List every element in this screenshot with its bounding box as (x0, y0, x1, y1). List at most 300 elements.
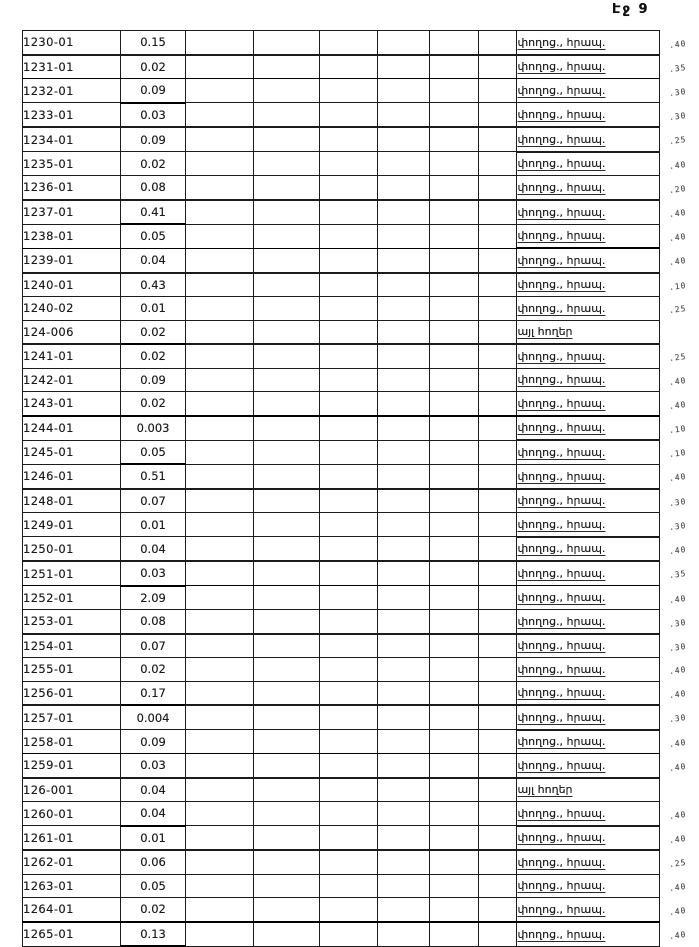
empty-cell (186, 730, 253, 754)
empty-cell (377, 489, 429, 513)
empty-cell (429, 898, 479, 922)
empty-cell (186, 79, 253, 103)
table-row (23, 754, 699, 778)
empty-cell (377, 634, 429, 658)
empty-cell (186, 224, 253, 248)
empty-cell (479, 31, 517, 55)
empty-cell (320, 127, 378, 152)
empty-cell (320, 176, 378, 200)
parcel-id: 1237-01 (23, 200, 121, 225)
area-value: 0.06 (120, 850, 185, 874)
land-use-label: փողոց., հրապ. (517, 157, 606, 171)
land-use-label: փողոց., հրապ. (517, 229, 606, 243)
empty-cell (377, 513, 429, 537)
parcel-id: 1263-01 (23, 874, 121, 898)
table-row (23, 368, 699, 392)
area-value: 0.01 (120, 513, 185, 537)
parcel-id: 1252-01 (23, 586, 121, 610)
parcel-id: 126-001 (23, 778, 121, 802)
land-use-cell (517, 754, 660, 778)
parcel-id: 1243-01 (23, 392, 121, 416)
area-value: 0.05 (120, 440, 185, 464)
empty-cell (377, 705, 429, 730)
empty-cell (320, 513, 378, 537)
land-use-cell (517, 31, 660, 55)
table-row (23, 176, 699, 200)
edge-fragment: .10 (668, 423, 688, 435)
table-row (23, 440, 699, 464)
page-edge-cell (660, 392, 699, 416)
land-use-label: փողոց., հրապ. (517, 662, 606, 676)
area-value: 0.02 (120, 55, 185, 79)
empty-cell (479, 850, 517, 874)
land-use-label: փողոց., հրապ. (517, 421, 606, 435)
empty-cell (186, 176, 253, 200)
table-row (23, 898, 699, 922)
empty-cell (429, 586, 479, 610)
page-edge-cell (660, 850, 699, 874)
empty-cell (320, 802, 378, 826)
empty-cell (479, 464, 517, 489)
empty-cell (429, 55, 479, 79)
empty-cell (186, 103, 253, 128)
empty-cell (479, 152, 517, 176)
empty-cell (479, 224, 517, 248)
edge-fragment: .40 (668, 472, 688, 484)
empty-cell (377, 368, 429, 392)
empty-cell (253, 320, 319, 344)
edge-fragment: .30 (668, 496, 688, 508)
empty-cell (377, 610, 429, 634)
empty-cell (429, 297, 479, 321)
empty-cell (186, 55, 253, 79)
parcel-id: 1245-01 (23, 440, 121, 464)
empty-cell (377, 392, 429, 416)
page-edge-cell (660, 248, 699, 273)
empty-cell (320, 103, 378, 128)
area-value: 2.09 (120, 586, 185, 610)
edge-fragment: .40 (668, 929, 688, 941)
empty-cell (186, 297, 253, 321)
empty-cell (186, 440, 253, 464)
land-use-cell (517, 826, 660, 851)
edge-fragment: .30 (668, 617, 688, 629)
page-edge-cell (660, 320, 699, 344)
table-row (23, 127, 699, 152)
table-row (23, 273, 699, 297)
empty-cell (377, 55, 429, 79)
empty-cell (253, 850, 319, 874)
land-use-cell (517, 200, 660, 225)
empty-cell (377, 273, 429, 297)
land-use-cell (517, 802, 660, 826)
empty-cell (186, 681, 253, 705)
land-use-label: փողոց., հրապ. (517, 855, 606, 869)
page-edge-cell (660, 754, 699, 778)
parcel-id: 1240-02 (23, 297, 121, 321)
land-use-cell (517, 464, 660, 489)
parcel-id: 124-006 (23, 320, 121, 344)
page-edge-cell (660, 297, 699, 321)
empty-cell (253, 826, 319, 851)
land-use-label: փողոց., հրապ. (517, 494, 606, 508)
empty-cell (320, 850, 378, 874)
empty-cell (320, 200, 378, 225)
table-row (23, 561, 699, 586)
empty-cell (186, 513, 253, 537)
area-value: 0.07 (120, 489, 185, 513)
land-use-cell (517, 320, 660, 344)
parcel-id: 1232-01 (23, 79, 121, 103)
empty-cell (253, 561, 319, 586)
empty-cell (377, 730, 429, 754)
empty-cell (186, 561, 253, 586)
land-use-label: փողոց., հրապ. (517, 542, 606, 556)
empty-cell (253, 634, 319, 658)
land-use-label: փողոց., հրապ. (517, 132, 606, 146)
page-edge-cell (660, 224, 699, 248)
empty-cell (429, 874, 479, 898)
land-use-label: փողոց., հրապ. (517, 614, 606, 628)
land-use-cell (517, 368, 660, 392)
land-use-label: փողոց., հրապ. (517, 373, 606, 387)
edge-fragment: .40 (668, 761, 688, 773)
empty-cell (253, 513, 319, 537)
land-use-label: փողոց., հրապ. (517, 445, 606, 459)
parcel-id: 1265-01 (23, 922, 121, 947)
table-row (23, 705, 699, 730)
empty-cell (253, 224, 319, 248)
parcel-id: 1260-01 (23, 802, 121, 826)
empty-cell (186, 610, 253, 634)
empty-cell (429, 778, 479, 802)
empty-cell (320, 537, 378, 562)
empty-cell (186, 705, 253, 730)
page-edge-cell (660, 55, 699, 79)
empty-cell (320, 634, 378, 658)
empty-cell (253, 344, 319, 368)
empty-cell (479, 586, 517, 610)
land-use-cell (517, 922, 660, 947)
empty-cell (320, 489, 378, 513)
empty-cell (253, 586, 319, 610)
land-use-label: փողոց., հրապ. (517, 396, 606, 410)
parcel-id: 1264-01 (23, 898, 121, 922)
parcel-id: 1259-01 (23, 754, 121, 778)
empty-cell (320, 152, 378, 176)
empty-cell (429, 705, 479, 730)
land-use-cell (517, 705, 660, 730)
land-use-label: փողոց., հրապ. (517, 831, 606, 845)
empty-cell (479, 898, 517, 922)
area-value: 0.04 (120, 802, 185, 826)
area-value: 0.004 (120, 705, 185, 730)
edge-fragment: .40 (668, 544, 688, 556)
empty-cell (377, 103, 429, 128)
empty-cell (253, 537, 319, 562)
land-use-cell (517, 176, 660, 200)
table-row (23, 320, 699, 344)
land-use-label: փողոց., հրապ. (517, 879, 606, 893)
empty-cell (479, 176, 517, 200)
page-edge-cell (660, 127, 699, 152)
empty-cell (320, 610, 378, 634)
land-use-cell (517, 344, 660, 368)
land-use-cell (517, 127, 660, 152)
edge-fragment: .40 (668, 256, 688, 268)
empty-cell (186, 320, 253, 344)
edge-fragment: .25 (668, 351, 688, 364)
empty-cell (320, 826, 378, 851)
table-row (23, 922, 699, 947)
area-value: 0.17 (120, 681, 185, 705)
empty-cell (479, 922, 517, 947)
page-edge-cell (660, 826, 699, 851)
land-use-cell (517, 248, 660, 273)
table-row (23, 224, 699, 248)
empty-cell (479, 681, 517, 705)
empty-cell (479, 826, 517, 851)
edge-fragment: .40 (668, 809, 688, 821)
empty-cell (253, 297, 319, 321)
empty-cell (429, 152, 479, 176)
empty-cell (253, 31, 319, 55)
land-use-cell (517, 416, 660, 441)
empty-cell (377, 344, 429, 368)
empty-cell (377, 152, 429, 176)
land-use-cell (517, 850, 660, 874)
parcel-id: 1257-01 (23, 705, 121, 730)
table-row (23, 79, 699, 103)
land-use-cell (517, 537, 660, 562)
empty-cell (253, 730, 319, 754)
empty-cell (186, 850, 253, 874)
parcel-id: 1236-01 (23, 176, 121, 200)
empty-cell (377, 778, 429, 802)
area-value: 0.01 (120, 826, 185, 851)
empty-cell (320, 368, 378, 392)
empty-cell (186, 754, 253, 778)
empty-cell (479, 200, 517, 225)
edge-fragment: .25 (668, 135, 688, 147)
land-use-label: փողոց., հրապ. (517, 301, 606, 315)
page-edge-cell (660, 730, 699, 754)
parcel-id: 1261-01 (23, 826, 121, 851)
parcel-id: 1235-01 (23, 152, 121, 176)
empty-cell (429, 416, 479, 441)
edge-fragment: .40 (668, 881, 688, 893)
edge-fragment: .40 (668, 665, 688, 677)
parcel-id: 1254-01 (23, 634, 121, 658)
empty-cell (320, 297, 378, 321)
land-use-cell (517, 658, 660, 682)
land-use-cell (517, 561, 660, 586)
edge-fragment: .35 (668, 569, 688, 581)
empty-cell (186, 248, 253, 273)
land-use-label: այլ հողեր (517, 325, 573, 339)
parcel-id: 1253-01 (23, 610, 121, 634)
land-use-label: այլ հողեր (517, 783, 573, 797)
empty-cell (377, 224, 429, 248)
page-edge-cell (660, 416, 699, 441)
empty-cell (253, 898, 319, 922)
land-use-label: փողոց., հրապ. (517, 517, 606, 531)
edge-fragment: .20 (668, 183, 688, 195)
empty-cell (320, 730, 378, 754)
area-value: 0.09 (120, 127, 185, 152)
empty-cell (186, 31, 253, 55)
page-edge-cell (660, 103, 699, 128)
edge-fragment: .10 (668, 447, 688, 460)
empty-cell (253, 610, 319, 634)
parcel-id: 1246-01 (23, 464, 121, 489)
land-parcel-table (22, 30, 699, 947)
empty-cell (429, 802, 479, 826)
table-row (23, 850, 699, 874)
empty-cell (429, 320, 479, 344)
area-value: 0.02 (120, 152, 185, 176)
empty-cell (377, 658, 429, 682)
area-value: 0.03 (120, 561, 185, 586)
empty-cell (253, 368, 319, 392)
parcel-id: 1258-01 (23, 730, 121, 754)
area-value: 0.04 (120, 248, 185, 273)
empty-cell (429, 513, 479, 537)
empty-cell (186, 537, 253, 562)
edge-fragment: .40 (668, 737, 688, 749)
edge-fragment: .40 (668, 159, 688, 171)
area-value: 0.08 (120, 176, 185, 200)
land-use-cell (517, 778, 660, 802)
area-value: 0.09 (120, 368, 185, 392)
land-use-cell (517, 103, 660, 128)
empty-cell (186, 344, 253, 368)
page-edge-cell (660, 874, 699, 898)
empty-cell (479, 127, 517, 152)
empty-cell (320, 440, 378, 464)
parcel-id: 1248-01 (23, 489, 121, 513)
empty-cell (377, 176, 429, 200)
land-use-label: փողոց., հրապ. (517, 180, 606, 194)
empty-cell (253, 79, 319, 103)
area-value: 0.01 (120, 297, 185, 321)
land-use-cell (517, 513, 660, 537)
empty-cell (429, 200, 479, 225)
empty-cell (479, 344, 517, 368)
empty-cell (253, 440, 319, 464)
page-edge-cell (660, 176, 699, 200)
parcel-id: 1231-01 (23, 55, 121, 79)
empty-cell (320, 224, 378, 248)
empty-cell (253, 802, 319, 826)
empty-cell (479, 79, 517, 103)
empty-cell (479, 273, 517, 297)
empty-cell (253, 103, 319, 128)
edge-fragment: .30 (668, 86, 688, 98)
table-row (23, 464, 699, 489)
table-row (23, 31, 699, 55)
empty-cell (429, 344, 479, 368)
table-row (23, 826, 699, 851)
land-use-cell (517, 586, 660, 610)
area-value: 0.51 (120, 464, 185, 489)
empty-cell (377, 922, 429, 947)
table-row (23, 730, 699, 754)
empty-cell (479, 392, 517, 416)
empty-cell (429, 273, 479, 297)
empty-cell (429, 754, 479, 778)
empty-cell (320, 464, 378, 489)
land-use-label: փողոց., հրապ. (517, 253, 606, 267)
area-value: 0.003 (120, 416, 185, 441)
area-value: 0.05 (120, 874, 185, 898)
parcel-id: 1238-01 (23, 224, 121, 248)
empty-cell (429, 79, 479, 103)
empty-cell (479, 368, 517, 392)
empty-cell (429, 103, 479, 128)
empty-cell (479, 513, 517, 537)
empty-cell (377, 127, 429, 152)
empty-cell (377, 79, 429, 103)
empty-cell (253, 248, 319, 273)
empty-cell (429, 440, 479, 464)
edge-fragment: .40 (668, 375, 688, 387)
empty-cell (479, 103, 517, 128)
empty-cell (186, 778, 253, 802)
empty-cell (253, 200, 319, 225)
empty-cell (253, 681, 319, 705)
empty-cell (479, 55, 517, 79)
edge-fragment: .10 (668, 280, 688, 292)
empty-cell (377, 440, 429, 464)
empty-cell (479, 874, 517, 898)
land-use-label: փողոց., հրապ. (517, 710, 606, 724)
empty-cell (253, 392, 319, 416)
parcel-id: 1249-01 (23, 513, 121, 537)
empty-cell (377, 297, 429, 321)
empty-cell (186, 489, 253, 513)
area-value: 0.02 (120, 392, 185, 416)
empty-cell (320, 79, 378, 103)
empty-cell (377, 537, 429, 562)
empty-cell (429, 31, 479, 55)
page-edge-cell (660, 658, 699, 682)
edge-fragment: .40 (668, 905, 688, 917)
table-row (23, 200, 699, 225)
empty-cell (479, 802, 517, 826)
land-use-cell (517, 489, 660, 513)
empty-cell (253, 922, 319, 947)
page-edge-cell (660, 705, 699, 730)
edge-fragment: .40 (668, 399, 688, 411)
empty-cell (320, 586, 378, 610)
empty-cell (377, 561, 429, 586)
parcel-id: 1239-01 (23, 248, 121, 273)
empty-cell (320, 778, 378, 802)
empty-cell (320, 55, 378, 79)
table-row (23, 392, 699, 416)
land-use-label: փողոց., հրապ. (517, 469, 606, 483)
parcel-id: 1240-01 (23, 273, 121, 297)
page-edge-cell (660, 513, 699, 537)
page-edge-cell (660, 200, 699, 225)
edge-fragment: .40 (668, 231, 688, 244)
empty-cell (186, 922, 253, 947)
empty-cell (429, 634, 479, 658)
land-use-cell (517, 79, 660, 103)
page-edge-cell (660, 152, 699, 176)
land-use-label: փողոց., հրապ. (517, 205, 606, 219)
